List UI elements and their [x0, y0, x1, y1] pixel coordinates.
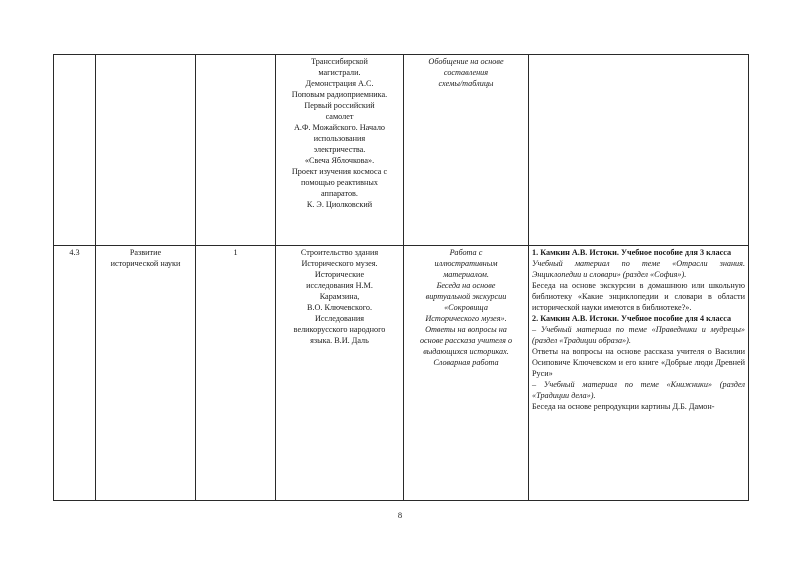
table-row — [54, 246, 749, 501]
cell-topic: Развитие исторической науки — [96, 246, 196, 501]
cell-activity: Работа с иллюстративным материалом. Беседа на основе виртуальной экскурсии «Сокровища Исторического музея». Ответы на вопросы на основе рассказа учителя о выдающихся историках. Словарная работа — [404, 246, 529, 501]
resource-otvety-klyuchevsky: Ответы на вопросы на основе рассказа учителя о Василии Осиповиче Ключевском и его книге «Добрые люди Древней Руси» — [532, 346, 745, 378]
resource-material-knizhniki: – Учебный материал по теме «Книжники» (раздел «Традиции дела»). — [532, 379, 745, 400]
page-number: 8 — [397, 510, 403, 520]
cell-content: Строительство здания Исторического музея. Исторические исследования Н.М. Карамзина, В.О. Ключевского. Исследования великорусского народного языка. В.И. Даль — [276, 246, 404, 501]
cell-resources — [529, 55, 749, 246]
cell-hours: 1 — [196, 246, 276, 501]
cell-resources — [529, 246, 749, 501]
resource-beseda-damon: Беседа на основе репродукции картины Д.Б. Дамон- — [532, 401, 715, 411]
cell-topic — [96, 55, 196, 246]
resource-beseda-library: Беседа на основе экскурсии в домашнюю или школьную библиотеку «Какие энциклопедии и словари в области исторической науки имеются в библиотеке?». — [532, 280, 745, 312]
resource-heading-4th-grade: 2. Камкин А.В. Истоки. Учебное пособие для 4 класса — [532, 313, 732, 323]
resource-material-pravedniki: – Учебный материал по теме «Праведники и мудрецы» (раздел «Традиции образа»). — [532, 324, 745, 345]
cell-row-number — [54, 55, 96, 246]
cell-content: Транссибирской магистрали. Демонстрация А.С. Поповым радиоприемника. Первый российский самолет А.Ф. Можайского. Начало использования электричества. «Свеча Яблочкова». Проект изучения космоса с помощью реактивных аппаратов. К. Э. Циолковский — [276, 55, 404, 246]
cell-row-number: 4.3 — [54, 246, 96, 501]
resource-material-otrasli: Учебный материал по теме «Отрасли знания. Энциклопедии и словари» (раздел «София»). — [532, 258, 745, 279]
table-row — [54, 55, 749, 246]
lesson-plan-table — [53, 54, 749, 501]
cell-hours — [196, 55, 276, 246]
cell-activity: Обобщение на основе составления схемы/таблицы — [404, 55, 529, 246]
resource-heading-3rd-grade: 1. Камкин А.В. Истоки. Учебное пособие для 3 класса — [532, 248, 732, 257]
